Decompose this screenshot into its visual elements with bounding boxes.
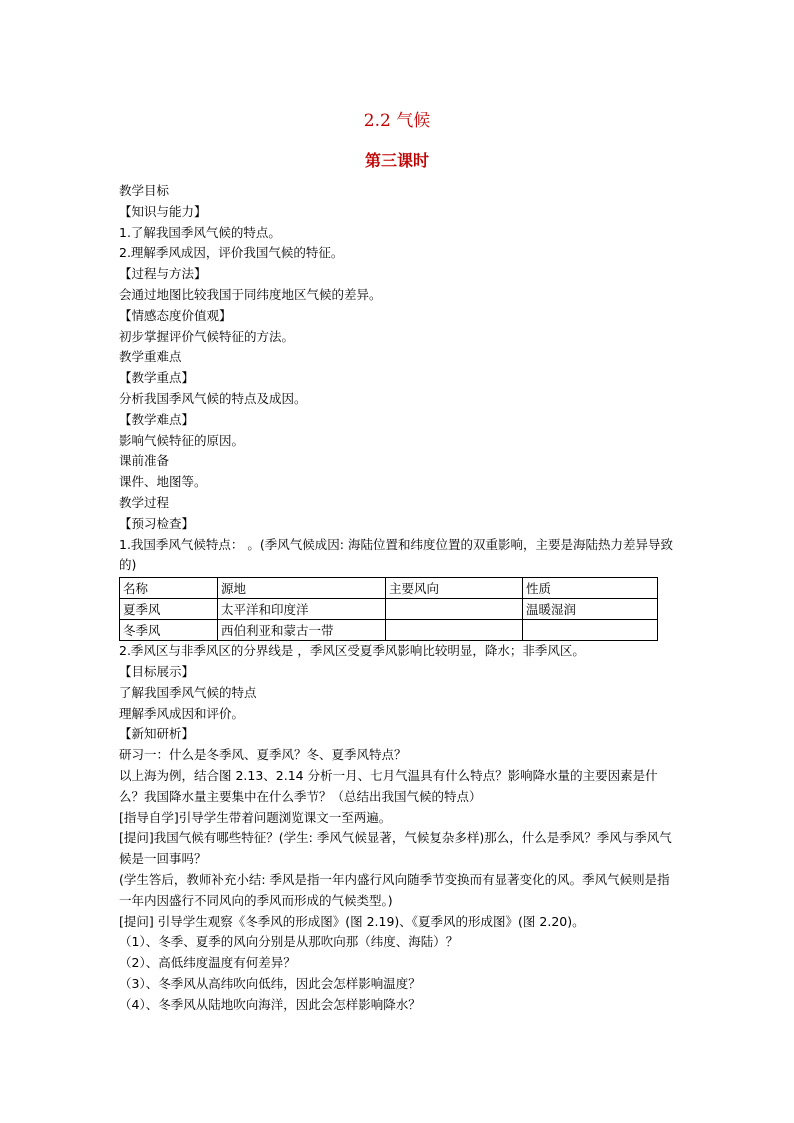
question-item: （1）、冬季、夏季的风向分别是从那吹向那（纬度、海陆）？ xyxy=(119,934,459,950)
text-line: 影响气候特征的原因。 xyxy=(119,432,245,448)
subsection-heading: 【预习检查】 xyxy=(119,515,195,531)
subsection-heading: 【教学重点】 xyxy=(119,370,195,386)
table-header-cell: 名称 xyxy=(120,578,218,599)
text-line: [提问] 引导学生观察《冬季风的形成图》(图 2.19)、《夏季风的形成图》(图 2.20)。 xyxy=(119,913,585,929)
table-cell: 太平洋和印度洋 xyxy=(218,599,386,620)
table-row xyxy=(120,599,658,620)
table-cell: 夏季风 xyxy=(120,599,218,620)
text-line: 课件、地图等。 xyxy=(119,474,207,490)
section-heading: 教学重难点 xyxy=(119,349,182,365)
subsection-heading: 【新知研析】 xyxy=(119,726,195,742)
text-line: 了解我国季风气候的特点 xyxy=(119,684,257,700)
text-line: 理解季风成因和评价。 xyxy=(119,705,245,721)
text-paragraph: 2.季风区与非季风区的分界线是 ，季风区受夏季风影响比较明显，降水；非季风区。 xyxy=(119,643,585,659)
subsection-heading: 【知识与能力】 xyxy=(119,203,207,219)
lesson-subtitle: 第三课时 xyxy=(364,151,429,170)
text-line: [指导自学]引导学生带着问题浏览课文一至两遍。 xyxy=(119,809,392,825)
table-header-cell: 主要风向 xyxy=(386,578,523,599)
table-header-row xyxy=(120,578,658,599)
subsection-heading: 【过程与方法】 xyxy=(119,266,207,282)
question-item: （4）、冬季风从陆地吹向海洋，因此会怎样影响降水？ xyxy=(119,996,421,1012)
text-line: 分析我国季风气候的特点及成因。 xyxy=(119,390,307,406)
question-item: （3）、冬季风从高纬吹向低纬，因此会怎样影响温度？ xyxy=(119,975,421,991)
table-header-cell: 性质 xyxy=(523,578,658,599)
text-line: 会通过地图比较我国于同纬度地区气候的差异。 xyxy=(119,286,382,302)
text-paragraph: 以上海为例，结合图 2.13、2.14 分析一月、七月气温具有什么特点？影响降水量的主要因素是什么？我国降水量主要集中在什么季节？（总结出我国气候的特点） xyxy=(119,767,658,804)
table-cell: 西伯利亚和蒙古一带 xyxy=(218,620,386,641)
table-cell xyxy=(386,620,523,641)
table-row xyxy=(120,620,658,641)
table-cell xyxy=(386,599,523,620)
text-line: 1.了解我国季风气候的特点。 xyxy=(119,224,281,240)
question-item: （2）、高低纬度温度有何差异？ xyxy=(119,955,296,971)
text-paragraph: [提问]我国气候有哪些特征？(学生: 季风气候显著，气候复杂多样)那么，什么是季风？季风与季风气候是一回事吗？ xyxy=(119,830,672,867)
table-header-cell: 源地 xyxy=(218,578,386,599)
text-line: 2.理解季风成因，评价我国气候的特征。 xyxy=(119,245,344,261)
section-heading: 课前准备 xyxy=(119,453,170,469)
text-paragraph: (学生答后，教师补充小结: 季风是指一年内盛行风向随季节变换而有显著变化的风。季风气候则是指一年内因盛行不同风向的季风而形成的气候类型。) xyxy=(119,871,670,908)
document-body xyxy=(119,181,677,1015)
table-cell: 温暖湿润 xyxy=(523,599,658,620)
lesson-title: 2.2 气候 xyxy=(363,111,431,131)
text-paragraph: 1.我国季风气候特点： 。(季风气候成因: 海陆位置和纬度位置的双重影响，主要是海陆热力差异导致的) xyxy=(119,536,673,573)
subsection-heading: 【情感态度价值观】 xyxy=(119,307,232,323)
subsection-heading: 【目标展示】 xyxy=(119,663,195,679)
text-line: 初步掌握评价气候特征的方法。 xyxy=(119,328,295,344)
section-heading: 教学目标 xyxy=(119,183,170,198)
text-line: 研习一：什么是冬季风、夏季风？冬、夏季风特点？ xyxy=(119,747,407,763)
table-cell xyxy=(523,620,658,641)
subsection-heading: 【教学难点】 xyxy=(119,411,195,427)
monsoon-table xyxy=(119,577,658,641)
table-cell: 冬季风 xyxy=(120,620,218,641)
section-heading: 教学过程 xyxy=(119,494,170,510)
